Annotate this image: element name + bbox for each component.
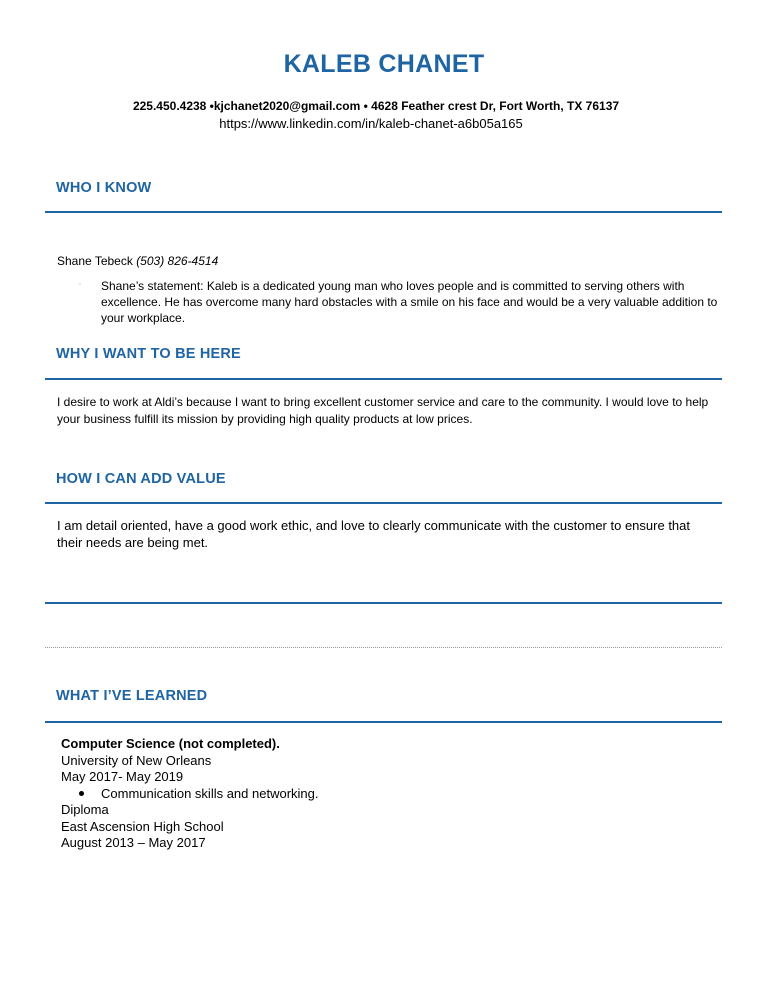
reference-line xyxy=(57,254,218,268)
reference-statement: Shane’s statement: Kaleb is a dedicated young man who loves people and is committed to serving others with excellence. He has overcome many hard obstacles with a smile on his face and would be a very valuable addition to your workplace. xyxy=(101,279,718,325)
who-i-know-heading: WHO I KNOW xyxy=(56,180,152,196)
list-item xyxy=(61,786,318,803)
diploma-title: Diploma xyxy=(61,802,109,817)
bullet-circle-icon: ◦ xyxy=(78,279,82,290)
school-name: University of New Orleans xyxy=(61,752,212,768)
why-here-heading: WHY I WANT TO BE HERE xyxy=(56,346,241,362)
section-divider xyxy=(45,211,722,213)
page-break-line xyxy=(45,647,722,648)
add-value-text: I am detail oriented, have a good work ethic, and love to clearly communicate with the customer to ensure that their needs are being met. xyxy=(57,518,691,550)
school-dates: May 2017- May 2019 xyxy=(61,769,184,784)
add-value-heading: HOW I CAN ADD VALUE xyxy=(56,471,226,487)
section-divider xyxy=(45,602,722,604)
degree-title: Computer Science (not completed). xyxy=(61,736,280,751)
section-divider xyxy=(45,502,722,504)
bullet-dot-icon xyxy=(79,791,84,796)
learned-heading: WHAT I’VE LEARNED xyxy=(56,688,208,704)
candidate-name: KALEB CHANET xyxy=(283,50,485,78)
education-block xyxy=(61,736,318,852)
contact-line: 225.450.4238 •kjchanet2020@gmail.com • 4628 Feather crest Dr, Fort Worth, TX 76137 xyxy=(132,99,620,113)
section-divider xyxy=(45,378,722,380)
section-divider xyxy=(45,721,722,723)
reference-name: Shane Tebeck xyxy=(57,254,133,268)
linkedin-url: https://www.linkedin.com/in/kaleb-chanet-a6b05a165 xyxy=(219,116,523,131)
high-school-name: East Ascension High School xyxy=(61,818,224,834)
reference-phone: (503) 826-4514 xyxy=(136,254,219,268)
skill-bullet-text: Communication skills and networking. xyxy=(101,785,319,801)
high-school-dates: August 2013 – May 2017 xyxy=(61,835,206,850)
why-here-text: I desire to work at Aldi’s because I want to bring excellent customer service and care to the community. I would love to help your business fulfill its mission by providing high quality products at low prices. xyxy=(57,395,709,426)
